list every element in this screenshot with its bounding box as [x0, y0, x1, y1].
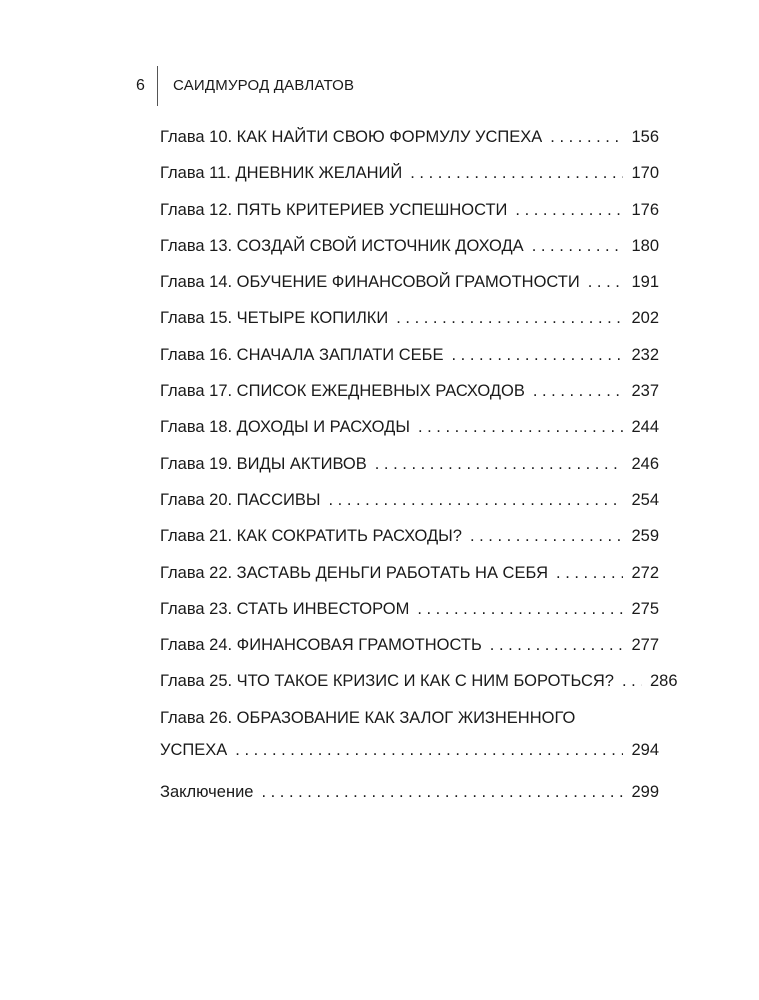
- toc-entry-ch23[interactable]: [160, 591, 659, 627]
- toc-entry-ch22[interactable]: [160, 555, 659, 591]
- toc-leader-dots: [261, 774, 623, 810]
- toc-entry-title: Глава 13. СОЗДАЙ СВОЙ ИСТОЧНИК ДОХОДА: [160, 236, 524, 255]
- page-number: 6: [136, 77, 145, 94]
- toc-entry-title: Глава 24. ФИНАНСОВАЯ ГРАМОТНОСТЬ: [160, 636, 482, 655]
- toc-entry-page: 191: [631, 273, 659, 292]
- toc-entry-page: 237: [631, 382, 659, 401]
- toc-leader-dots: [470, 518, 624, 554]
- toc-spacer: [160, 764, 659, 774]
- toc-leader-dots: [375, 446, 624, 482]
- toc-entry-title: Глава 22. ЗАСТАВЬ ДЕНЬГИ РАБОТАТЬ НА СЕБЯ: [160, 563, 549, 582]
- toc-entry-ch10[interactable]: [160, 119, 659, 155]
- toc-entry-ch13[interactable]: [160, 228, 659, 264]
- toc-entry-page: 294: [631, 741, 659, 760]
- toc-entry-title-line2: УСПЕХА: [160, 741, 228, 760]
- toc-entry-page: 259: [631, 527, 659, 546]
- toc-entry-conclusion[interactable]: [160, 774, 659, 810]
- toc-entry-ch21[interactable]: [160, 518, 659, 554]
- toc-leader-dots: [533, 373, 624, 409]
- toc-entry-title: Глава 12. ПЯТЬ КРИТЕРИЕВ УСПЕШНОСТИ: [160, 200, 508, 219]
- toc-entry-page: 180: [631, 236, 659, 255]
- toc-entry-page: 272: [631, 563, 659, 582]
- toc-entry-title: Глава 20. ПАССИВЫ: [160, 490, 321, 509]
- toc-entry-ch16[interactable]: [160, 337, 659, 373]
- toc-leader-dots: [396, 300, 623, 336]
- header-divider: [157, 66, 158, 106]
- toc-entry-page: 254: [631, 490, 659, 509]
- toc-leader-dots: [515, 192, 623, 228]
- toc-entry-ch24[interactable]: [160, 627, 659, 663]
- toc-leader-dots: [622, 663, 642, 699]
- toc-entry-page: 244: [631, 418, 659, 437]
- toc-leader-dots: [490, 627, 624, 663]
- toc-entry-page: 156: [631, 128, 659, 146]
- toc-entry-ch15[interactable]: [160, 300, 659, 336]
- toc-entry-title: Глава 18. ДОХОДЫ И РАСХОДЫ: [160, 418, 410, 437]
- toc-entry-ch18[interactable]: [160, 409, 659, 445]
- toc-entry-ch14[interactable]: [160, 264, 659, 300]
- toc-entry-page: 286: [649, 672, 678, 691]
- toc-entry-ch19[interactable]: [160, 446, 659, 482]
- toc-entry-title: Заключение: [160, 783, 254, 802]
- toc-leader-dots: [550, 119, 623, 155]
- toc-entry-ch17[interactable]: [160, 373, 659, 409]
- toc-entry-page: 275: [631, 599, 659, 618]
- toc-entry-ch26[interactable]: [160, 700, 659, 764]
- toc-entry-title: Глава 17. СПИСОК ЕЖЕДНЕВНЫХ РАСХОДОВ: [160, 382, 525, 401]
- toc-entry-page: 246: [631, 454, 659, 473]
- toc-entry-title: Глава 19. ВИДЫ АКТИВОВ: [160, 454, 367, 473]
- toc-entry-title-line1: Глава 26. ОБРАЗОВАНИЕ КАК ЗАЛОГ ЖИЗНЕННОГО: [160, 708, 576, 727]
- toc-leader-dots: [588, 264, 624, 300]
- toc-entry-title: Глава 16. СНАЧАЛА ЗАПЛАТИ СЕБЕ: [160, 345, 444, 364]
- table-of-contents: [160, 119, 678, 810]
- toc-entry-ch11[interactable]: [160, 155, 659, 191]
- toc-entry-ch12[interactable]: [160, 192, 659, 228]
- toc-leader-dots: [410, 155, 623, 191]
- toc-entry-title: Глава 15. ЧЕТЫРЕ КОПИЛКИ: [160, 309, 389, 328]
- toc-entry-page: 232: [631, 345, 659, 364]
- toc-entry-page: 170: [631, 164, 659, 183]
- toc-entry-page: 202: [631, 309, 659, 328]
- toc-entry-title: Глава 25. ЧТО ТАКОЕ КРИЗИС И КАК С НИМ БОРОТЬСЯ?: [160, 672, 614, 691]
- toc-entry-page: 277: [631, 636, 659, 655]
- toc-entry-title: Глава 11. ДНЕВНИК ЖЕЛАНИЙ: [160, 164, 403, 183]
- toc-leader-dots: [556, 555, 623, 591]
- toc-entry-page: 176: [631, 200, 659, 219]
- toc-entry-ch20[interactable]: [160, 482, 659, 518]
- toc-entry-page: 299: [631, 783, 659, 802]
- toc-leader-dots: [418, 409, 624, 445]
- running-head-author: САИДМУРОД ДАВЛАТОВ: [173, 77, 355, 94]
- toc-leader-dots: [451, 337, 623, 373]
- toc-leader-dots: [417, 591, 623, 627]
- toc-entry-title: Глава 14. ОБУЧЕНИЕ ФИНАНСОВОЙ ГРАМОТНОСТИ: [160, 273, 580, 292]
- toc-entry-title: Глава 23. СТАТЬ ИНВЕСТОРОМ: [160, 599, 410, 618]
- toc-leader-dots: [235, 736, 623, 764]
- toc-leader-dots: [328, 482, 623, 518]
- toc-entry-ch25[interactable]: [160, 663, 678, 699]
- toc-entry-title: Глава 10. КАК НАЙТИ СВОЮ ФОРМУЛУ УСПЕХА: [160, 128, 543, 146]
- toc-entry-title: Глава 21. КАК СОКРАТИТЬ РАСХОДЫ?: [160, 527, 462, 546]
- toc-leader-dots: [532, 228, 624, 264]
